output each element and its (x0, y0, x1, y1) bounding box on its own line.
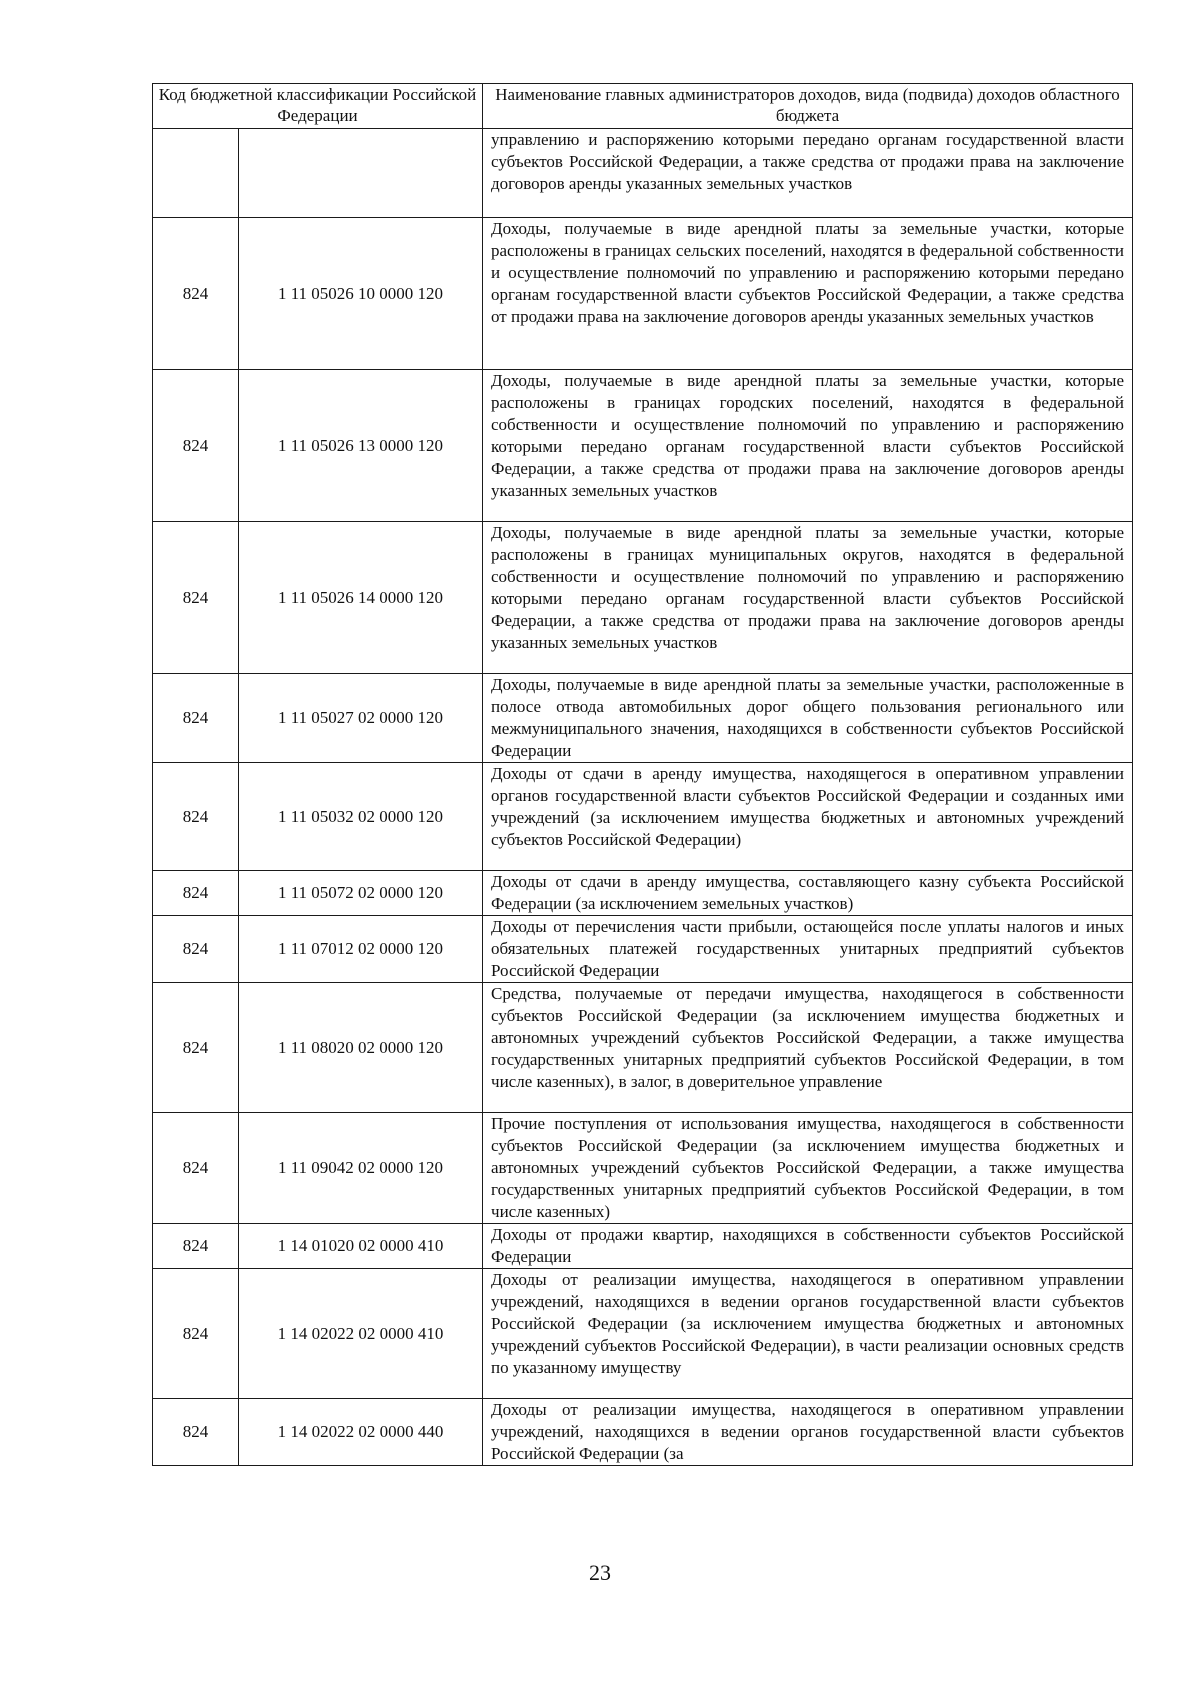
revenue-classification-table (152, 83, 1133, 1466)
revenue-description-cell: управлению и распоряжению которыми передано органам государственной власти субъектов Российской Федерации, а также средства от продажи права на заключение договоров аренды указанных земельных участков (483, 129, 1133, 218)
admin-code-cell: 824 (153, 983, 239, 1113)
admin-code-cell: 824 (153, 871, 239, 916)
table-row (153, 370, 1133, 522)
page-number: 23 (589, 1560, 611, 1585)
table-row (153, 871, 1133, 916)
budget-classification-code-cell: 1 11 05026 14 0000 120 (239, 522, 483, 674)
table-row (153, 218, 1133, 370)
table-body (153, 129, 1133, 1466)
budget-classification-code-cell: 1 11 05072 02 0000 120 (239, 871, 483, 916)
admin-code-cell: 824 (153, 1399, 239, 1466)
budget-classification-code-cell (239, 129, 483, 218)
table-row (153, 674, 1133, 763)
budget-classification-code-cell: 1 14 02022 02 0000 440 (239, 1399, 483, 1466)
admin-code-cell: 824 (153, 522, 239, 674)
revenue-description-cell: Доходы, получаемые в виде арендной платы за земельные участки, которые расположены в границах муниципальных округов, находятся в федеральной собственности и осуществление полномочий по управлению и распоряжению которыми передано органам государственной власти субъектов Российской Федерации, а также средства от продажи права на заключение договоров аренды указанных земельных участков (483, 522, 1133, 674)
budget-classification-code-cell: 1 11 05026 13 0000 120 (239, 370, 483, 522)
table-row (153, 983, 1133, 1113)
table-row (153, 1224, 1133, 1269)
admin-code-cell: 824 (153, 763, 239, 871)
budget-classification-code-cell: 1 11 07012 02 0000 120 (239, 916, 483, 983)
table-row (153, 522, 1133, 674)
budget-classification-code-cell: 1 11 05032 02 0000 120 (239, 763, 483, 871)
revenue-description-cell: Доходы от сдачи в аренду имущества, составляющего казну субъекта Российской Федерации (за исключением земельных участков) (483, 871, 1133, 916)
admin-code-cell: 824 (153, 916, 239, 983)
budget-classification-code-cell: 1 11 08020 02 0000 120 (239, 983, 483, 1113)
admin-code-cell: 824 (153, 370, 239, 522)
revenue-description-cell: Доходы от сдачи в аренду имущества, находящегося в оперативном управлении органов государственной власти субъектов Российской Федерации и созданных ими учреждений (за исключением имущества бюджетных и автономных учреждений субъектов Российской Федерации) (483, 763, 1133, 871)
budget-classification-code-cell: 1 14 01020 02 0000 410 (239, 1224, 483, 1269)
admin-code-cell: 824 (153, 1224, 239, 1269)
budget-classification-code-cell: 1 11 05026 10 0000 120 (239, 218, 483, 370)
revenue-description-cell: Доходы, получаемые в виде арендной платы за земельные участки, расположенные в полосе отвода автомобильных дорог общего пользования регионального или межмуниципального значения, находящихся в собственности субъектов Российской Федерации (483, 674, 1133, 763)
revenue-description-cell: Доходы, получаемые в виде арендной платы за земельные участки, которые расположены в границах сельских поселений, находятся в федеральной собственности и осуществление полномочий по управлению и распоряжению которыми передано органам государственной власти субъектов Российской Федерации, а также средства от продажи права на заключение договоров аренды указанных земельных участков (483, 218, 1133, 370)
admin-code-cell: 824 (153, 674, 239, 763)
budget-classification-code-cell: 1 11 09042 02 0000 120 (239, 1113, 483, 1224)
table-header-row (153, 84, 1133, 129)
table-row (153, 763, 1133, 871)
table-row (153, 129, 1133, 218)
revenue-description-cell: Прочие поступления от использования имущества, находящегося в собственности субъектов Российской Федерации (за исключением имущества бюджетных и автономных учреждений субъектов Российской Федерации, а также имущества государственных унитарных предприятий субъектов Российской Федерации, в том числе казенных) (483, 1113, 1133, 1224)
header-budget-code: Код бюджетной классификации Российской Федерации (153, 84, 483, 129)
revenue-description-cell: Доходы, получаемые в виде арендной платы за земельные участки, которые расположены в границах городских поселений, находятся в федеральной собственности и осуществление полномочий по управлению и распоряжению которыми передано органам государственной власти субъектов Российской Федерации, а также средства от продажи права на заключение договоров аренды указанных земельных участков (483, 370, 1133, 522)
table-row (153, 1269, 1133, 1399)
admin-code-cell (153, 129, 239, 218)
admin-code-cell: 824 (153, 1113, 239, 1224)
revenue-description-cell: Доходы от продажи квартир, находящихся в собственности субъектов Российской Федерации (483, 1224, 1133, 1269)
revenue-description-cell: Доходы от перечисления части прибыли, остающейся после уплаты налогов и иных обязательных платежей государственных унитарных предприятий субъектов Российской Федерации (483, 916, 1133, 983)
table-row (153, 1399, 1133, 1466)
admin-code-cell: 824 (153, 218, 239, 370)
revenue-description-cell: Доходы от реализации имущества, находящегося в оперативном управлении учреждений, находящихся в ведении органов государственной власти субъектов Российской Федерации (за (483, 1399, 1133, 1466)
budget-classification-code-cell: 1 11 05027 02 0000 120 (239, 674, 483, 763)
header-revenue-name: Наименование главных администраторов доходов, вида (подвида) доходов областного бюджета (483, 84, 1133, 129)
budget-classification-code-cell: 1 14 02022 02 0000 410 (239, 1269, 483, 1399)
admin-code-cell: 824 (153, 1269, 239, 1399)
revenue-description-cell: Доходы от реализации имущества, находящегося в оперативном управлении учреждений, находящихся в ведении органов государственной власти субъектов Российской Федерации (за исключением имущества бюджетных и автономных учреждений субъектов Российской Федерации), в части реализации основных средств по указанному имуществу (483, 1269, 1133, 1399)
revenue-description-cell: Средства, получаемые от передачи имущества, находящегося в собственности субъектов Российской Федерации (за исключением имущества бюджетных и автономных учреждений субъектов Российской Федерации, а также имущества государственных унитарных предприятий субъектов Российской Федерации, в том числе казенных), в залог, в доверительное управление (483, 983, 1133, 1113)
table-row (153, 916, 1133, 983)
table-row (153, 1113, 1133, 1224)
